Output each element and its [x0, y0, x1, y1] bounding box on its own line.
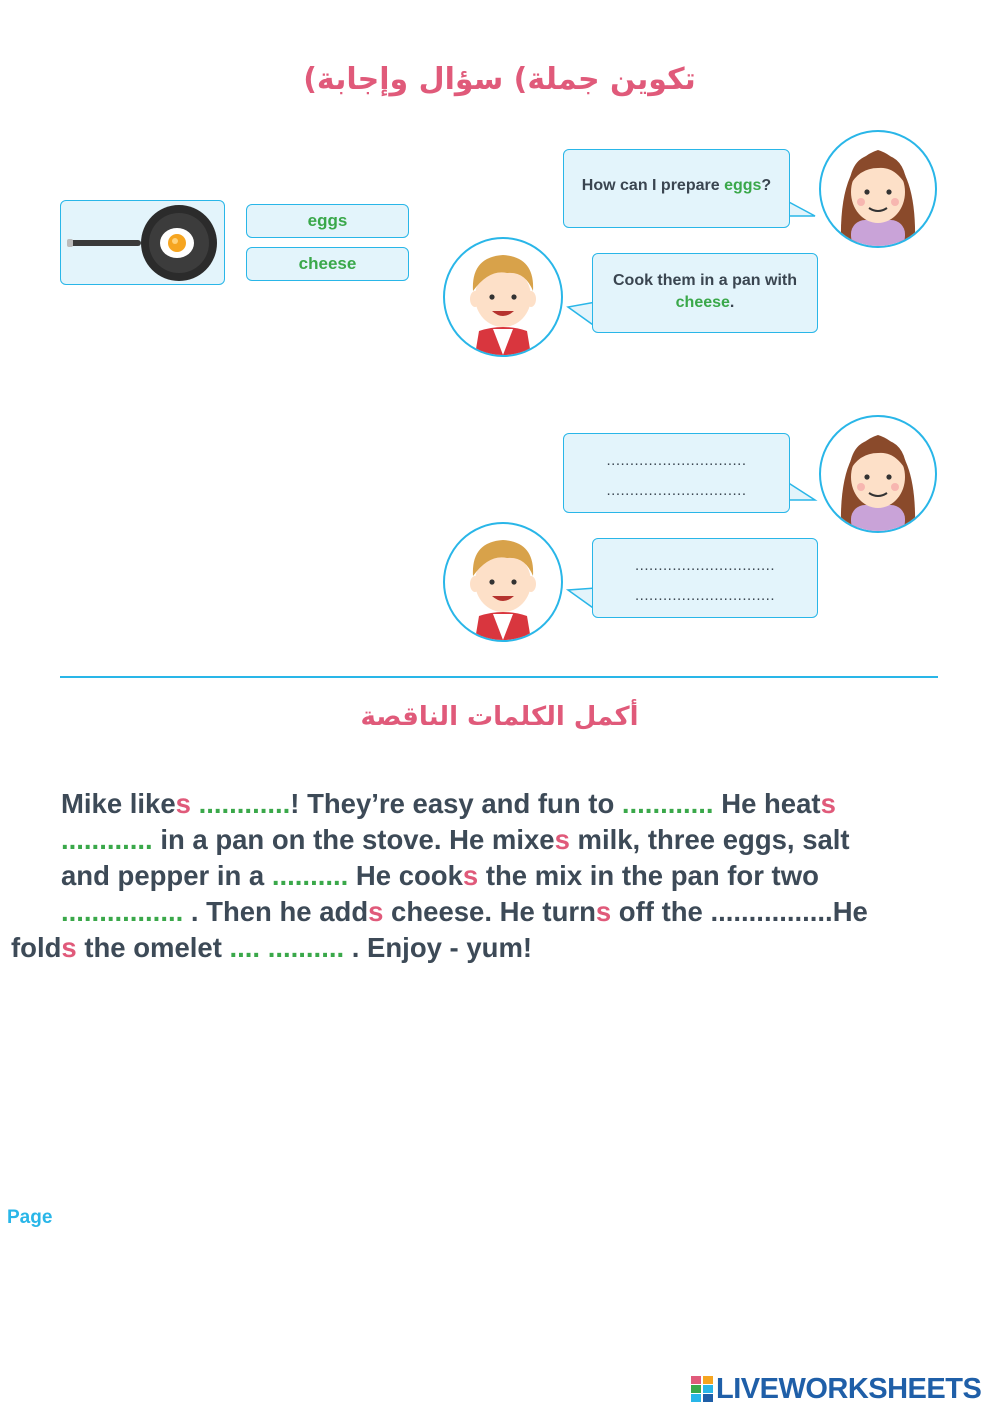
paragraph-text: in a pan on the stove. He mixe — [152, 824, 555, 855]
boy-face-icon — [445, 524, 561, 640]
paragraph-text: off the ................He — [611, 896, 868, 927]
girl-avatar-2 — [819, 415, 937, 533]
girl-avatar-1 — [819, 130, 937, 248]
liveworksheets-logo-icon — [690, 1375, 714, 1403]
suffix-s: s — [595, 896, 612, 927]
boy-answer-line2 — [593, 292, 817, 314]
frying-pan-egg-icon — [61, 201, 223, 283]
question-mark: ? — [761, 177, 772, 194]
suffix-s: s — [175, 788, 191, 819]
para-line-5 — [11, 930, 532, 966]
paragraph-text: cheese. He turn — [383, 896, 596, 927]
girl-question — [564, 175, 789, 197]
blank-dots[interactable]: ................ — [61, 896, 184, 927]
paragraph-text: . Enjoy - yum! — [344, 932, 533, 963]
suffix-s: s — [462, 860, 479, 891]
girl-face-icon — [821, 132, 935, 246]
boy-avatar-1 — [443, 237, 563, 357]
paragraph-text: He cook — [348, 860, 463, 891]
answer-period: . — [729, 294, 735, 311]
suffix-s: s — [554, 824, 570, 855]
blank-dots[interactable]: .......... — [271, 860, 349, 891]
paragraph-text: He heat — [713, 788, 821, 819]
boy-answer-line1: Cook them in a pan with — [612, 272, 797, 289]
brand-logo — [690, 1374, 981, 1404]
question-keyword: eggs — [724, 177, 762, 194]
boy-blank-line2[interactable]: .............................. — [634, 587, 776, 604]
girl-blank-line2[interactable]: .............................. — [606, 482, 747, 499]
pan-image-box — [60, 200, 225, 285]
para-line-4 — [61, 894, 936, 930]
word-box-eggs[interactable]: eggs — [246, 204, 409, 238]
paragraph-text: milk, three eggs, salt — [569, 824, 850, 855]
section2-title: أكمل الكلمات الناقصة — [360, 702, 639, 732]
paragraph-text: fold — [11, 932, 62, 963]
answer-keyword: cheese — [675, 294, 730, 311]
suffix-s: s — [820, 788, 836, 819]
suffix-s: s — [61, 932, 77, 963]
word-box-cheese[interactable]: cheese — [246, 247, 409, 281]
boy-blank-line1[interactable]: .............................. — [634, 557, 776, 574]
boy-avatar-2 — [443, 522, 563, 642]
boy-speech-bubble-1 — [592, 253, 818, 333]
section1-title: تكوين جملة) سؤال وإجابة) — [303, 62, 696, 97]
brand-name: LIVEWORKSHEETS — [716, 1372, 982, 1405]
girl-speech-bubble-1 — [563, 149, 790, 228]
paragraph-text: Mike like — [61, 788, 176, 819]
girl-speech-bubble-2[interactable] — [563, 433, 790, 513]
blank-dots[interactable]: ............ — [61, 824, 153, 855]
blank-dots[interactable]: ............ — [621, 788, 714, 819]
boy-face-icon — [445, 239, 561, 355]
paragraph-text: and pepper in a — [61, 860, 272, 891]
section-divider — [60, 676, 938, 678]
paragraph-text: . Then he add — [183, 896, 369, 927]
suffix-s: s — [368, 896, 384, 927]
girl-blank-line1[interactable]: .............................. — [606, 452, 747, 469]
paragraph-text: the mix in the pan for two — [478, 860, 819, 891]
question-text: How can I prepare — [581, 177, 725, 194]
para-line-1 — [61, 786, 925, 822]
paragraph-text: the omelet — [76, 932, 230, 963]
boy-speech-bubble-2[interactable] — [592, 538, 818, 618]
paragraph-text: ! They’re easy and fun to — [290, 788, 622, 819]
para-line-2 — [61, 822, 925, 858]
blank-dots[interactable]: .... .......... — [229, 932, 345, 963]
para-line-3 — [61, 858, 921, 894]
page-label: Page — [7, 1207, 53, 1228]
blank-dots[interactable]: ............ — [190, 788, 291, 819]
girl-face-icon — [821, 417, 935, 531]
